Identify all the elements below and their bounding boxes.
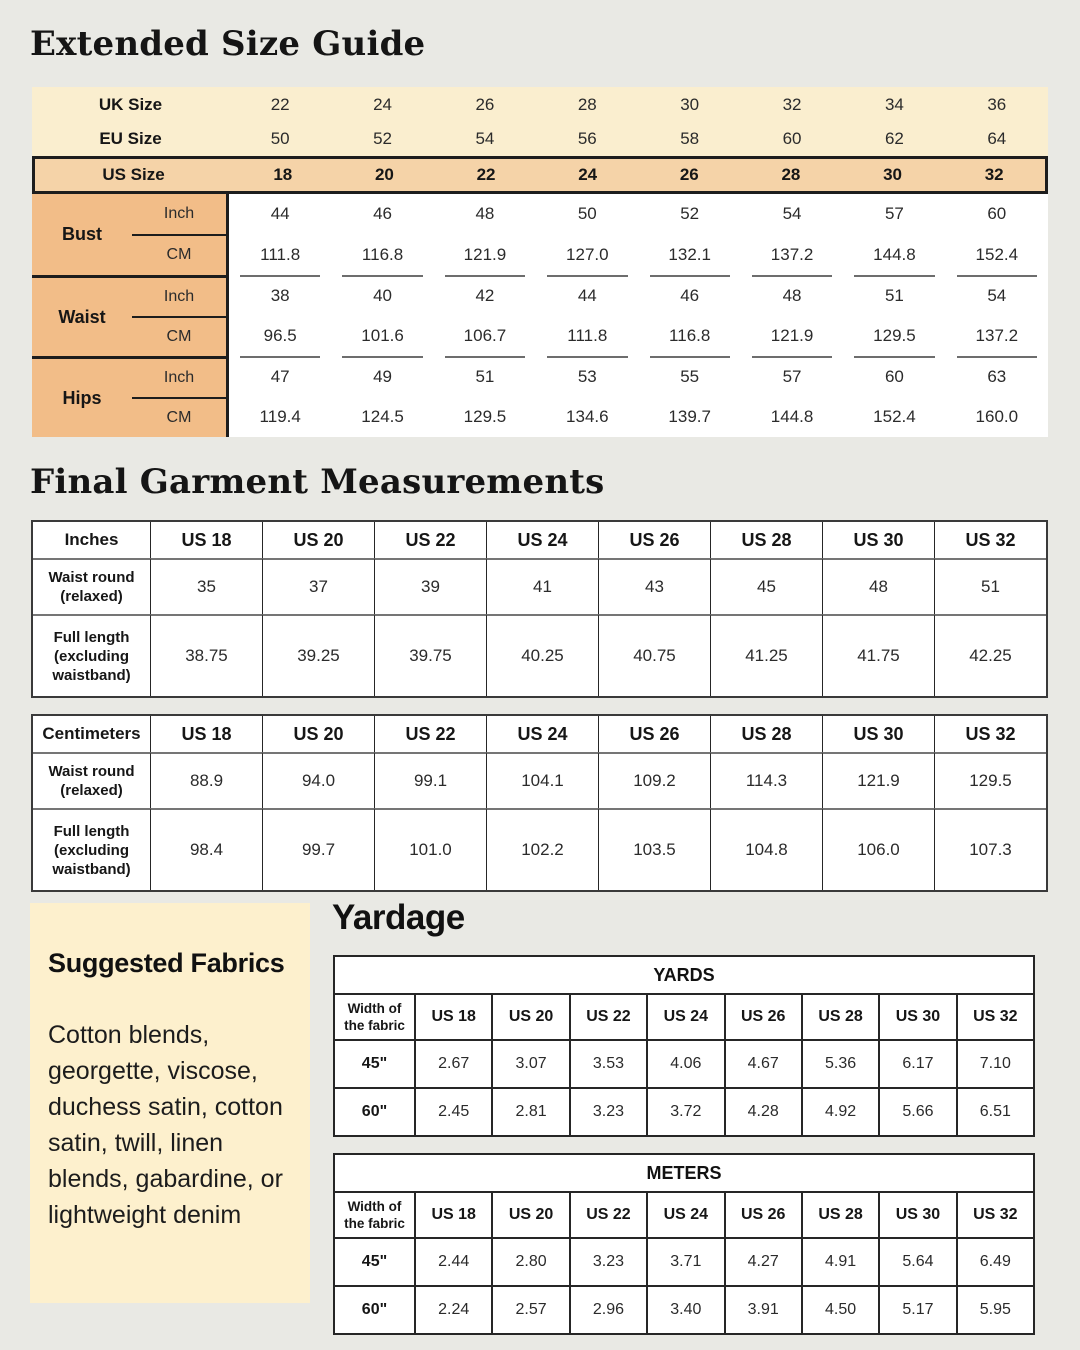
bust-inch-value: 52 (680, 204, 700, 224)
waist-inch-value: 44 (547, 275, 627, 316)
us-size-value: 18 (273, 165, 293, 184)
yards-45-value: 7.10 (956, 1039, 1033, 1087)
waist-inch-value: 40 (342, 275, 422, 316)
yards-45-value: 4.67 (724, 1039, 801, 1087)
width-45-label: 45" (335, 1039, 414, 1087)
bust-cm-value: 137.2 (770, 244, 814, 264)
meters-60-value: 2.96 (569, 1285, 646, 1333)
yards-60-value: 4.92 (801, 1087, 878, 1135)
yards-45-value: 4.06 (646, 1039, 723, 1087)
hips-cm-unit-label: CM (166, 409, 192, 426)
final-garment-measurements-title: Final Garment Measurements (30, 462, 605, 502)
meters-table (333, 1153, 1035, 1335)
size-column-header: US 22 (374, 522, 486, 558)
yards-60-value: 2.45 (414, 1087, 491, 1135)
full-length-inches-value: 41.25 (710, 614, 822, 696)
size-column-header: US 26 (724, 1191, 801, 1237)
size-column-header: US 28 (801, 993, 878, 1039)
bust-cm-value: 132.1 (668, 244, 711, 264)
us-size-row (32, 156, 1048, 194)
size-column-header: US 20 (262, 716, 374, 752)
full-length-cm-value: 106.0 (822, 808, 934, 890)
bust-inch-unit-label: Inch (132, 194, 226, 236)
bust-inch-value: 44 (270, 204, 290, 224)
bust-cm-value: 121.9 (463, 244, 507, 264)
yards-45-value: 3.07 (491, 1039, 568, 1087)
yards-60-value: 2.81 (491, 1087, 568, 1135)
garment-centimeters-table (31, 714, 1048, 892)
meters-45-value: 4.91 (801, 1237, 878, 1285)
bust-inch-value: 50 (577, 204, 597, 224)
size-column-header: US 30 (878, 993, 955, 1039)
waist-round-cm-value: 94.0 (262, 752, 374, 808)
size-column-header: US 18 (150, 522, 262, 558)
size-column-header: US 30 (878, 1191, 955, 1237)
yards-60-value: 3.23 (569, 1087, 646, 1135)
waist-round-inches-value: 45 (710, 558, 822, 614)
centimeters-waist-round-row (33, 752, 1046, 808)
bust-cm-values-row (229, 235, 1048, 276)
hips-inch-values-row (229, 356, 1048, 397)
uk-size-value: 34 (884, 94, 904, 114)
hips-inch-value: 47 (240, 356, 320, 397)
eu-size-value: 64 (987, 129, 1007, 148)
hips-cm-value: 129.5 (463, 406, 507, 426)
size-column-header: US 32 (956, 1191, 1033, 1237)
full-length-cm-value: 107.3 (934, 808, 1046, 890)
waist-inch-value: 38 (240, 275, 320, 316)
meters-45-value: 6.49 (956, 1237, 1033, 1285)
size-column-header: US 20 (491, 1191, 568, 1237)
centimeters-header-row (33, 716, 1046, 752)
bust-inch-value: 48 (475, 204, 495, 224)
full-length-inches-value: 42.25 (934, 614, 1046, 696)
yards-header-row (335, 993, 1033, 1039)
size-column-header: US 26 (724, 993, 801, 1039)
waist-round-inches-value: 48 (822, 558, 934, 614)
waist-round-inches-value: 41 (486, 558, 598, 614)
suggested-fabrics-text: Cotton blends, georgette, viscose, duchess satin, cotton satin, twill, linen blends, gabardine, or lightweight denim (48, 1021, 283, 1229)
size-column-header: US 30 (822, 522, 934, 558)
bust-cm-unit-label: CM (166, 246, 192, 264)
eu-size-value: 62 (884, 129, 904, 148)
uk-size-value: 30 (680, 94, 700, 114)
hips-cm-values-row (229, 397, 1048, 438)
meters-45-value: 3.71 (646, 1237, 723, 1285)
meters-60-value: 5.17 (878, 1285, 955, 1333)
hips-inch-value: 60 (854, 356, 934, 397)
extended-size-guide-title: Extended Size Guide (30, 24, 426, 64)
garment-inches-table (31, 520, 1048, 698)
meters-60-value: 4.50 (801, 1285, 878, 1333)
inches-header-row (33, 522, 1046, 558)
full-length-cm-value: 98.4 (150, 808, 262, 890)
waist-round-cm-value: 88.9 (150, 752, 262, 808)
uk-size-value: 22 (270, 94, 290, 114)
uk-size-label: UK Size (98, 94, 163, 114)
suggested-fabrics-panel (30, 903, 310, 1303)
hips-label-cell (32, 356, 229, 437)
width-60-label: 60" (335, 1285, 414, 1333)
waist-label: Waist (58, 306, 106, 327)
width-45-label: 45" (335, 1237, 414, 1285)
bust-inch-value: 60 (987, 204, 1007, 224)
waist-round-cm-value: 121.9 (822, 752, 934, 808)
hips-cm-value: 134.6 (566, 406, 609, 426)
waist-round-cm-value: 114.3 (710, 752, 822, 808)
meters-banner: METERS (646, 1162, 722, 1183)
bust-label-cell (32, 194, 229, 275)
size-column-header: US 22 (569, 1191, 646, 1237)
waist-group-row (32, 275, 1048, 356)
yards-table (333, 955, 1035, 1137)
meters-45-value: 2.44 (414, 1237, 491, 1285)
waist-cm-unit-label: CM (166, 328, 192, 345)
yards-60-row (335, 1087, 1033, 1135)
waist-cm-value: 96.5 (263, 325, 297, 345)
waist-cm-value: 116.8 (669, 325, 711, 345)
size-column-header: US 24 (486, 716, 598, 752)
size-column-header: US 24 (486, 522, 598, 558)
us-size-value: 28 (781, 165, 801, 184)
size-column-header: US 20 (491, 993, 568, 1039)
hips-label: Hips (62, 387, 102, 408)
yards-45-row (335, 1039, 1033, 1087)
size-column-header: US 32 (956, 993, 1033, 1039)
us-size-value: 20 (374, 165, 394, 184)
waist-inch-value: 48 (752, 275, 832, 316)
waist-inch-value: 46 (650, 275, 730, 316)
size-column-header: US 28 (710, 522, 822, 558)
full-length-inches-value: 41.75 (822, 614, 934, 696)
hips-inch-value: 57 (752, 356, 832, 397)
waist-round-cm-value: 99.1 (374, 752, 486, 808)
full-length-inches-value: 40.25 (486, 614, 598, 696)
meters-header-row (335, 1191, 1033, 1237)
waist-cm-value: 111.8 (567, 325, 608, 345)
waist-inch-value: 42 (445, 275, 525, 316)
full-length-inches-value: 39.75 (374, 614, 486, 696)
size-column-header: US 24 (646, 1191, 723, 1237)
meters-60-row (335, 1285, 1033, 1333)
hips-inch-value: 51 (445, 356, 525, 397)
waist-round-inches-value: 35 (150, 558, 262, 614)
size-column-header: US 18 (150, 716, 262, 752)
hips-cm-value: 124.5 (361, 406, 404, 426)
size-column-header: US 28 (710, 716, 822, 752)
waist-round-cm-value: 129.5 (934, 752, 1046, 808)
size-column-header: US 22 (569, 993, 646, 1039)
inches-waist-round-row (33, 558, 1046, 614)
meters-45-value: 4.27 (724, 1237, 801, 1285)
yards-45-value: 6.17 (878, 1039, 955, 1087)
inches-unit-label: Inches (64, 530, 119, 549)
yards-60-value: 4.28 (724, 1087, 801, 1135)
meters-60-value: 3.91 (724, 1285, 801, 1333)
yards-banner: YARDS (653, 964, 715, 985)
meters-45-value: 3.23 (569, 1237, 646, 1285)
full-length-label: Full length (excluding waistband) (33, 614, 150, 696)
waist-round-inches-value: 43 (598, 558, 710, 614)
waist-round-cm-value: 109.2 (598, 752, 710, 808)
bust-group-row (32, 194, 1048, 275)
full-length-cm-value: 103.5 (598, 808, 710, 890)
yards-45-value: 2.67 (414, 1039, 491, 1087)
size-column-header: US 22 (374, 716, 486, 752)
width-of-fabric-label: Width of the fabric (335, 993, 414, 1039)
centimeters-unit-label: Centimeters (42, 724, 141, 743)
meters-45-value: 5.64 (878, 1237, 955, 1285)
us-size-value: 24 (578, 165, 598, 184)
bust-cm-value: 111.8 (260, 244, 301, 264)
inches-full-length-row (33, 614, 1046, 696)
waist-round-inches-value: 37 (262, 558, 374, 614)
full-length-inches-value: 39.25 (262, 614, 374, 696)
waist-cm-value: 121.9 (770, 325, 814, 345)
hips-cm-value: 144.8 (770, 406, 814, 426)
width-60-label: 60" (335, 1087, 414, 1135)
hips-cm-value: 160.0 (975, 406, 1019, 426)
eu-size-value: 56 (577, 129, 597, 148)
full-length-cm-value: 101.0 (374, 808, 486, 890)
eu-size-value: 52 (373, 129, 393, 148)
waist-round-label: Waist round (relaxed) (33, 558, 150, 614)
bust-inch-value: 46 (373, 204, 393, 224)
us-size-value: 26 (679, 165, 699, 184)
waist-inch-value: 51 (854, 275, 934, 316)
meters-60-value: 5.95 (956, 1285, 1033, 1333)
size-column-header: US 26 (598, 716, 710, 752)
yards-60-value: 5.66 (878, 1087, 955, 1135)
bust-inch-values-row (229, 194, 1048, 235)
waist-cm-value: 101.6 (361, 325, 404, 345)
bust-cm-value: 127.0 (566, 244, 609, 264)
meters-60-value: 3.40 (646, 1285, 723, 1333)
size-column-header: US 18 (414, 993, 491, 1039)
hips-inch-value: 49 (342, 356, 422, 397)
hips-cm-value: 152.4 (873, 406, 916, 426)
waist-round-inches-value: 51 (934, 558, 1046, 614)
yards-45-value: 5.36 (801, 1039, 878, 1087)
waist-label-cell (32, 275, 229, 356)
yards-60-value: 3.72 (646, 1087, 723, 1135)
size-column-header: US 32 (934, 522, 1046, 558)
yardage-title: Yardage (332, 898, 465, 937)
size-column-header: US 18 (414, 1191, 491, 1237)
waist-cm-value: 106.7 (463, 325, 507, 345)
extended-size-guide-table (32, 87, 1048, 437)
hips-group-row (32, 356, 1048, 437)
size-column-header: US 28 (801, 1191, 878, 1237)
waist-round-label: Waist round (relaxed) (33, 752, 150, 808)
waist-inch-unit-label: Inch (132, 278, 226, 318)
waist-round-inches-value: 39 (374, 558, 486, 614)
uk-size-value: 26 (475, 94, 495, 114)
uk-size-row (32, 87, 1048, 122)
full-length-inches-value: 38.75 (150, 614, 262, 696)
eu-size-row (32, 122, 1048, 156)
waist-cm-value: 137.2 (975, 325, 1019, 345)
width-of-fabric-label: Width of the fabric (335, 1191, 414, 1237)
suggested-fabrics-title: Suggested Fabrics (48, 948, 285, 978)
full-length-cm-value: 102.2 (486, 808, 598, 890)
eu-size-value: 50 (270, 129, 290, 148)
full-length-cm-value: 104.8 (710, 808, 822, 890)
full-length-cm-value: 99.7 (262, 808, 374, 890)
us-size-label: US Size (102, 165, 165, 184)
hips-inch-value: 55 (650, 356, 730, 397)
full-length-inches-value: 40.75 (598, 614, 710, 696)
uk-size-value: 24 (373, 94, 393, 114)
waist-inch-values-row (229, 275, 1048, 316)
us-size-value: 22 (476, 165, 496, 184)
waist-cm-values-row (229, 316, 1048, 357)
uk-size-value: 36 (987, 94, 1007, 114)
size-column-header: US 24 (646, 993, 723, 1039)
eu-size-label: EU Size (99, 129, 162, 148)
centimeters-full-length-row (33, 808, 1046, 890)
waist-cm-value: 129.5 (873, 325, 916, 345)
bust-label: Bust (62, 224, 102, 244)
size-column-header: US 30 (822, 716, 934, 752)
bust-cm-value: 152.4 (975, 244, 1019, 264)
eu-size-value: 60 (782, 129, 802, 148)
hips-cm-value: 119.4 (259, 406, 301, 426)
bust-cm-value: 144.8 (873, 244, 916, 264)
meters-45-row (335, 1237, 1033, 1285)
yards-60-value: 6.51 (956, 1087, 1033, 1135)
uk-size-value: 32 (782, 94, 802, 114)
full-length-label: Full length (excluding waistband) (33, 808, 150, 890)
uk-size-value: 28 (577, 94, 597, 114)
us-size-value: 32 (984, 165, 1004, 184)
hips-cm-value: 139.7 (668, 406, 711, 426)
size-column-header: US 32 (934, 716, 1046, 752)
us-size-value: 30 (883, 165, 903, 184)
bust-inch-value: 54 (782, 204, 802, 224)
eu-size-value: 58 (680, 129, 700, 148)
eu-size-value: 54 (475, 129, 495, 148)
hips-inch-unit-label: Inch (132, 359, 226, 399)
size-column-header: US 20 (262, 522, 374, 558)
yards-45-value: 3.53 (569, 1039, 646, 1087)
waist-round-cm-value: 104.1 (486, 752, 598, 808)
waist-inch-value: 54 (957, 275, 1037, 316)
hips-inch-value: 53 (547, 356, 627, 397)
bust-inch-value: 57 (884, 204, 904, 224)
meters-60-value: 2.57 (491, 1285, 568, 1333)
bust-cm-value: 116.8 (361, 244, 404, 264)
size-column-header: US 26 (598, 522, 710, 558)
meters-45-value: 2.80 (491, 1237, 568, 1285)
hips-inch-value: 63 (957, 356, 1037, 397)
meters-60-value: 2.24 (414, 1285, 491, 1333)
